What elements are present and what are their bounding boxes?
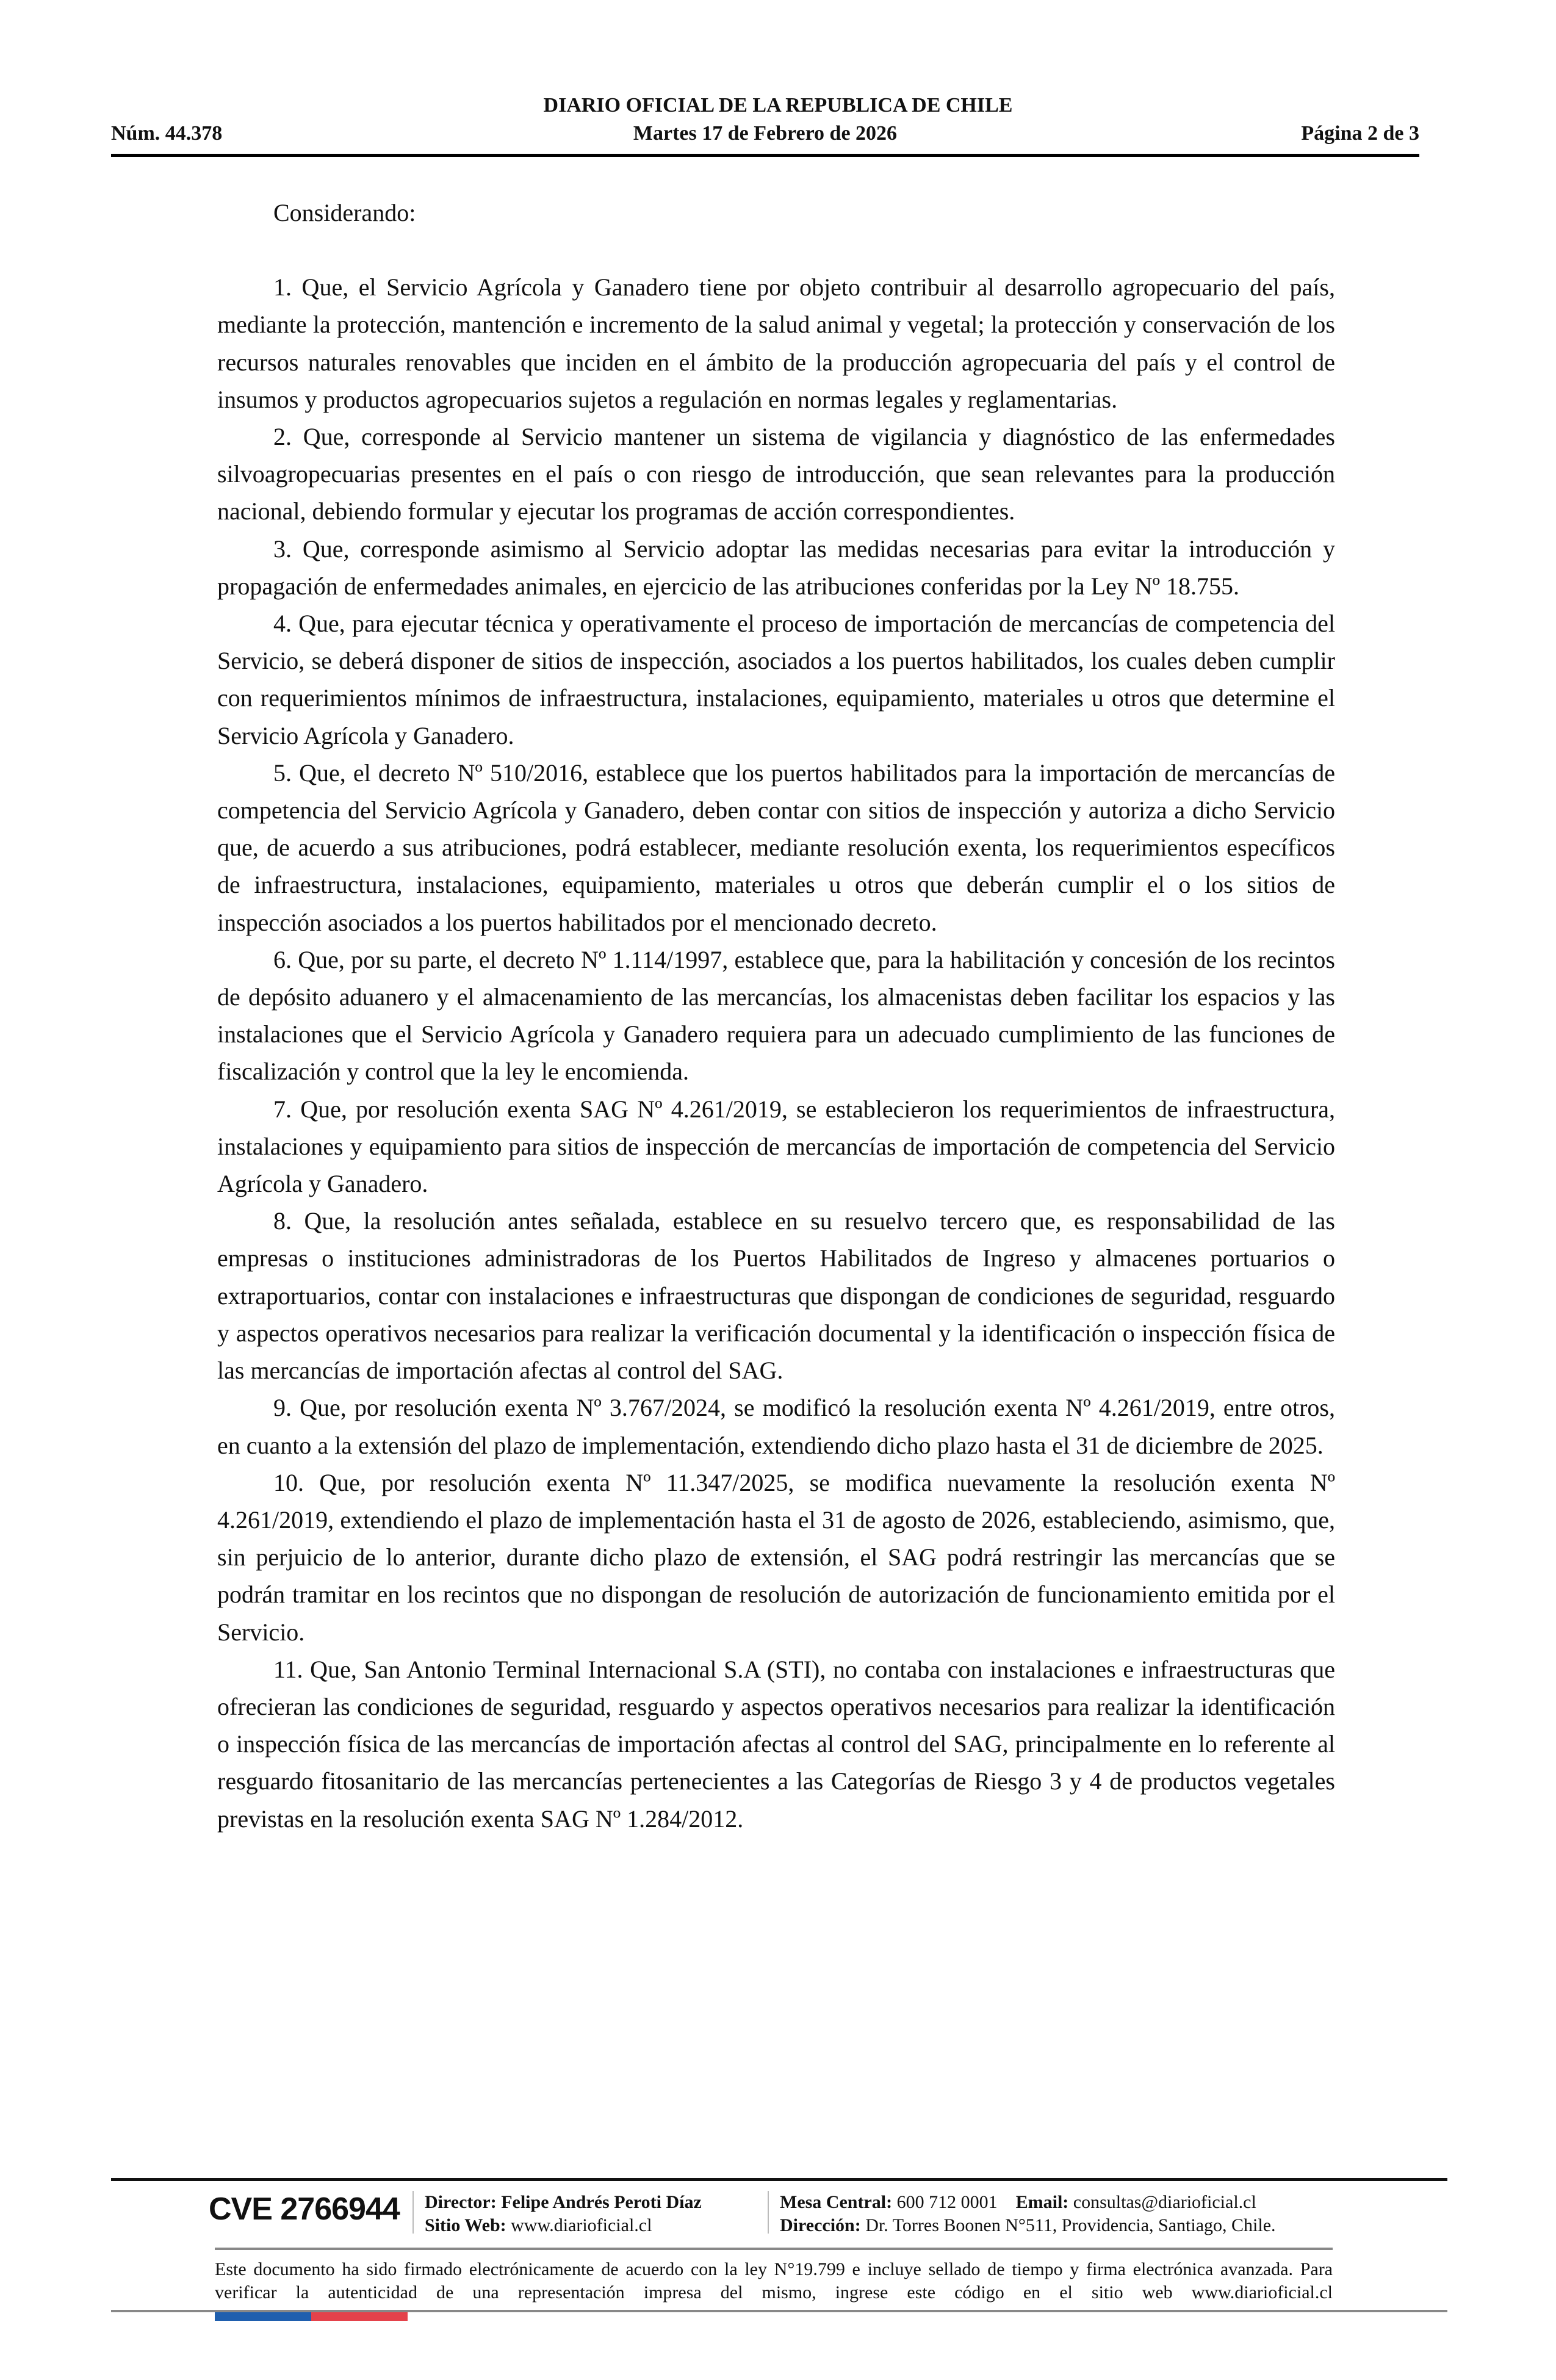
footer-divider-top	[111, 2178, 1447, 2181]
web-link[interactable]: www.diarioficial.cl	[511, 2215, 652, 2235]
email-link[interactable]: consultas@diarioficial.cl	[1073, 2192, 1256, 2212]
paragraph-9: 9. Que, por resolución exenta Nº 3.767/2024, se modificó la resolución exenta Nº 4.261/2019, entre otros, en cuanto a la extensión del plazo de implementación, extendiendo dicho plazo hasta el 31 de diciembre de 2025.	[217, 1394, 1335, 1459]
document-body	[217, 194, 1335, 1837]
section-heading: Considerando:	[273, 199, 416, 226]
paragraph-4: 4. Que, para ejecutar técnica y operativamente el proceso de importación de mercancías de competencia del Servicio, se deberá disponer de sitios de inspección, asociados a los puertos habilitados, los cuales deben cumplir con requerimientos mínimos de infraestructura, instalaciones, equipamiento, materiales u otros que determine el Servicio Agrícola y Ganadero.	[217, 610, 1335, 749]
paragraph-11: 11. Que, San Antonio Terminal Internacional S.A (STI), no contaba con instalaciones e infraestructuras que ofrecieran las condiciones de seguridad, resguardo y aspectos operativos necesarios para realizar la identificación o inspección física de las mercancías de importación afectas al control del SAG, principalmente en lo referente al resguardo fitosanitario de las mercancías pertenecientes a las Categorías de Riesgo 3 y 4 de productos vegetales previstas en la resolución exenta SAG Nº 1.284/2012.	[217, 1655, 1335, 1833]
phone-number: 600 712 0001	[896, 2192, 998, 2212]
paragraph-5: 5. Que, el decreto Nº 510/2016, establece que los puertos habilitados para la importación de mercancías de competencia del Servicio Agrícola y Ganadero, deben contar con sitios de inspección y autoriza a dicho Servicio que, de acuerdo a sus atribuciones, podrá establecer, mediante resolución exenta, los requerimientos específicos de infraestructura, instalaciones, equipamiento, materiales u otros que deberán cumplir el o los sitios de inspección asociados a los puertos habilitados por el mencionado decreto.	[217, 759, 1335, 936]
paragraph-6: 6. Que, por su parte, el decreto Nº 1.114/1997, establece que, para la habilitación y concesión de los recintos de depósito aduanero y el almacenamiento de las mercancías, los almacenistas deben facilitar los espacios y las instalaciones que el Servicio Agrícola y Ganadero requiera para un adecuado cumplimiento de las funciones de fiscalización y control que la ley le encomienda.	[217, 945, 1335, 1086]
cve-code: CVE 2766944	[209, 2191, 400, 2227]
director-name: Felipe Andrés Peroti Díaz	[501, 2192, 702, 2212]
publication-title: DIARIO OFICIAL DE LA REPUBLICA DE CHILE	[543, 94, 1013, 117]
footer-separator	[768, 2191, 769, 2234]
header-divider	[111, 154, 1419, 157]
director-label: Director:	[425, 2192, 497, 2212]
footer-divider-middle	[215, 2248, 1333, 2250]
footer-director-block	[425, 2191, 702, 2237]
web-label: Sitio Web:	[425, 2215, 506, 2235]
address: Dr. Torres Boonen N°511, Providencia, Santiago, Chile.	[865, 2215, 1276, 2235]
page-indicator: Página 2 de 3	[1301, 122, 1419, 145]
legal-notice: Este documento ha sido firmado electrónicamente de acuerdo con la ley N°19.799 e incluye sellado de tiempo y firma electrónica avanzada. Para verificar la autenticidad de una representación impresa del mismo, ingrese este código en el sitio web www.diarioficial.cl	[215, 2259, 1333, 2302]
address-label: Dirección:	[780, 2215, 861, 2235]
paragraph-7: 7. Que, por resolución exenta SAG Nº 4.261/2019, se establecieron los requerimientos de infraestructura, instalaciones y equipamiento para sitios de inspección de mercancías de importación de competencia del Servicio Agrícola y Ganadero.	[217, 1095, 1335, 1198]
paragraph-3: 3. Que, corresponde asimismo al Servicio adoptar las medidas necesarias para evitar la introducción y propagación de enfermedades animales, en ejercicio de las atribuciones conferidas por la Ley Nº 18.755.	[217, 535, 1335, 600]
footer-separator	[412, 2191, 414, 2234]
paragraph-1: 1. Que, el Servicio Agrícola y Ganadero tiene por objeto contribuir al desarrollo agropecuario del país, mediante la protección, mantención e incremento de la salud animal y vegetal; la protección y conservación de los recursos naturales renovables que inciden en el ámbito de la producción agropecuaria del país y el control de insumos y productos agropecuarios sujetos a regulación en normas legales y reglamentarias.	[217, 273, 1335, 413]
email-label: Email:	[1015, 2192, 1069, 2212]
issue-number: Núm. 44.378	[111, 122, 223, 145]
footer-contact-block	[780, 2191, 1276, 2237]
paragraph-10: 10. Que, por resolución exenta Nº 11.347/2025, se modifica nuevamente la resolución exenta Nº 4.261/2019, extendiendo el plazo de implementación hasta el 31 de agosto de 2026, estableciendo, asimismo, que, sin perjuicio de lo anterior, durante dicho plazo de extensión, el SAG podrá restringir las mercancías que se podrán tramitar en los recintos que no dispongan de resolución de autorización de funcionamiento emitida por el Servicio.	[217, 1468, 1335, 1646]
issue-date: Martes 17 de Febrero de 2026	[633, 122, 898, 145]
paragraph-2: 2. Que, corresponde al Servicio mantener un sistema de vigilancia y diagnóstico de las enfermedades silvoagropecuarias presentes en el país o con riesgo de introducción, que sean relevantes para la producción nacional, debiendo formular y ejecutar los programas de acción correspondientes.	[217, 423, 1335, 525]
flag-stripe-blue	[215, 2312, 311, 2321]
paragraph-8: 8. Que, la resolución antes señalada, establece en su resuelvo tercero que, es responsabilidad de las empresas o instituciones administradoras de los Puertos Habilitados de Ingreso y almacenes portuarios o extraportuarios, contar con instalaciones e infraestructuras que dispongan de condiciones de seguridad, resguardo y aspectos operativos necesarios para realizar la verificación documental y la identificación o inspección física de las mercancías de importación afectas al control del SAG.	[217, 1207, 1335, 1385]
phone-label: Mesa Central:	[780, 2192, 893, 2212]
flag-stripe-red	[311, 2312, 408, 2321]
